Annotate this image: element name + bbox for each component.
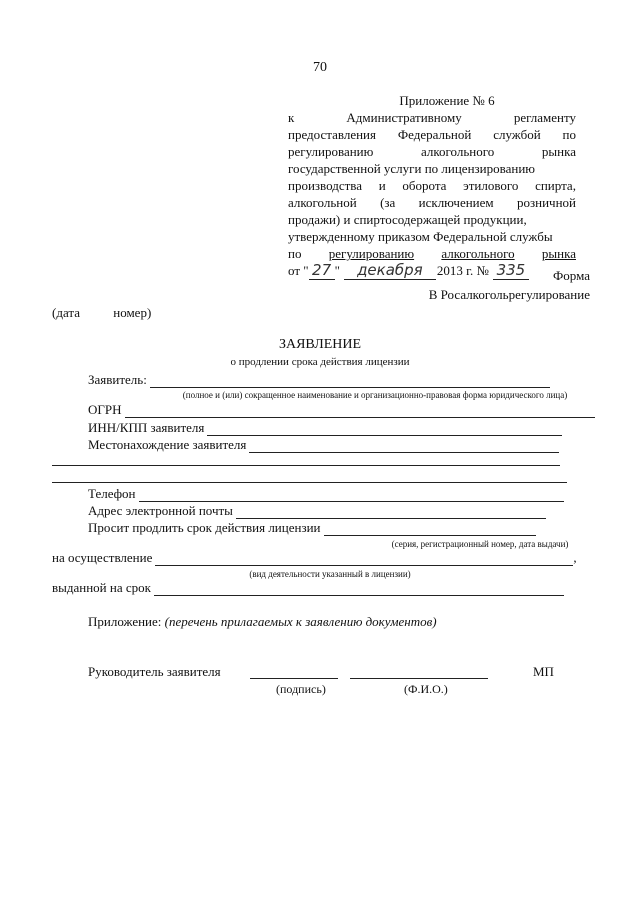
date-year: 2013 г. № — [436, 263, 489, 278]
inn-label: ИНН/КПП заявителя — [88, 420, 205, 435]
attachment-label: Приложение: — [88, 614, 162, 629]
applicant-label: Заявитель: — [88, 372, 147, 387]
attachment-text: (перечень прилагаемых к заявлению документов) — [164, 614, 437, 629]
appendix-word: службой — [493, 127, 541, 142]
appendix-row-7: продажи) и спиртосодержащей продукции, — [288, 212, 527, 227]
appendix-word: (за — [380, 195, 396, 210]
applicant-field — [88, 372, 550, 388]
appendix-title: Приложение № 6 — [399, 93, 495, 108]
email-label: Адрес электронной почты — [88, 503, 233, 518]
appendix-word: алкогольного — [441, 246, 515, 261]
form-label: Форма — [553, 268, 590, 283]
name-hint: (Ф.И.О.) — [404, 682, 448, 696]
date-number-label — [52, 305, 151, 321]
appendix-word: по — [288, 246, 302, 261]
activity-input-line[interactable] — [155, 553, 573, 566]
appendix-word: регулированию — [288, 144, 374, 159]
date-quote: " — [334, 263, 340, 278]
location-field — [88, 437, 559, 453]
appendix-row-6 — [288, 194, 576, 211]
appendix-word: спирта, — [535, 178, 576, 193]
location-input-line[interactable] — [249, 440, 559, 453]
appendix-word: регулированию — [328, 246, 415, 261]
extend-input-line[interactable] — [324, 523, 536, 536]
appendix-word: оборота — [402, 178, 447, 193]
attachment-note — [88, 614, 437, 630]
location-extra-line-1[interactable] — [52, 465, 560, 466]
date-prefix: от " — [288, 263, 309, 278]
appendix-word: рынка — [541, 246, 576, 261]
signature-hint: (подпись) — [276, 682, 326, 696]
appendix-word: рынка — [541, 144, 576, 159]
email-input-line[interactable] — [236, 506, 546, 519]
handwritten-month: декабря — [344, 262, 436, 280]
phone-label: Телефон — [88, 486, 136, 501]
phone-input-line[interactable] — [139, 489, 564, 502]
location-label: Местонахождение заявителя — [88, 437, 247, 452]
appendix-row-9 — [288, 245, 576, 262]
activity-hint: (вид деятельности указанный в лицензии) — [249, 569, 411, 579]
appendix-row-4: государственной услуги по лицензированию — [288, 161, 535, 176]
appendix-date-row — [288, 262, 576, 280]
appendix-row-5 — [288, 177, 576, 194]
appendix-word: к — [288, 110, 295, 125]
appendix-word: регламенту — [513, 110, 576, 125]
appendix-word: по — [562, 127, 576, 142]
document-subtitle: о продлении срока действия лицензии — [230, 356, 410, 368]
activity-field — [52, 550, 577, 566]
appendix-row-3 — [288, 143, 576, 160]
appendix-word: исключением — [418, 195, 494, 210]
handwritten-day: 27 — [309, 262, 335, 280]
location-extra-line-2[interactable] — [52, 482, 567, 483]
applicant-input-line[interactable] — [150, 375, 550, 388]
appendix-word: производства — [288, 178, 363, 193]
inn-input-line[interactable] — [207, 423, 562, 436]
term-label: выданной на срок — [52, 580, 151, 595]
appendix-word: алкогольного — [421, 144, 495, 159]
extend-label: Просит продлить срок действия лицензии — [88, 520, 321, 535]
ogrn-input-line[interactable] — [125, 405, 595, 418]
name-line[interactable] — [350, 678, 488, 679]
handwritten-number: 335 — [493, 262, 529, 280]
appendix-row-1 — [288, 109, 576, 126]
ogrn-field — [88, 402, 595, 418]
appendix-row-2 — [288, 126, 576, 143]
document-title: ЗАЯВЛЕНИЕ — [278, 337, 362, 352]
appendix-word: розничной — [516, 195, 576, 210]
inn-field — [88, 420, 562, 436]
applicant-hint: (полное и (или) сокращенное наименование и организационно-правовая форма юридического лица) — [182, 390, 568, 400]
date-label: (дата — [52, 305, 80, 320]
term-field — [52, 580, 564, 596]
appendix-word: предоставления — [288, 127, 376, 142]
addressee: В Росалкогольрегулирование — [428, 287, 590, 302]
page-number: 70 — [313, 60, 327, 75]
extend-hint: (серия, регистрационный номер, дата выдачи) — [391, 539, 569, 549]
activity-label: на осуществление — [52, 550, 153, 565]
appendix-row-8: утвержденному приказом Федеральной службы — [288, 229, 553, 244]
ogrn-label: ОГРН — [88, 402, 122, 417]
appendix-block — [288, 92, 576, 280]
stamp-label: МП — [533, 664, 554, 679]
extend-field — [88, 520, 536, 536]
activity-comma: , — [573, 550, 577, 565]
number-label: номер) — [113, 305, 152, 320]
appendix-word: и — [378, 178, 386, 193]
appendix-word: этилового — [463, 178, 519, 193]
appendix-word: Административному — [346, 110, 462, 125]
appendix-word: алкогольной — [288, 195, 357, 210]
head-label: Руководитель заявителя — [88, 664, 221, 679]
term-input-line[interactable] — [154, 583, 564, 596]
signature-line[interactable] — [250, 678, 338, 679]
phone-field — [88, 486, 564, 502]
appendix-word: Федеральной — [397, 127, 472, 142]
email-field — [88, 503, 546, 519]
